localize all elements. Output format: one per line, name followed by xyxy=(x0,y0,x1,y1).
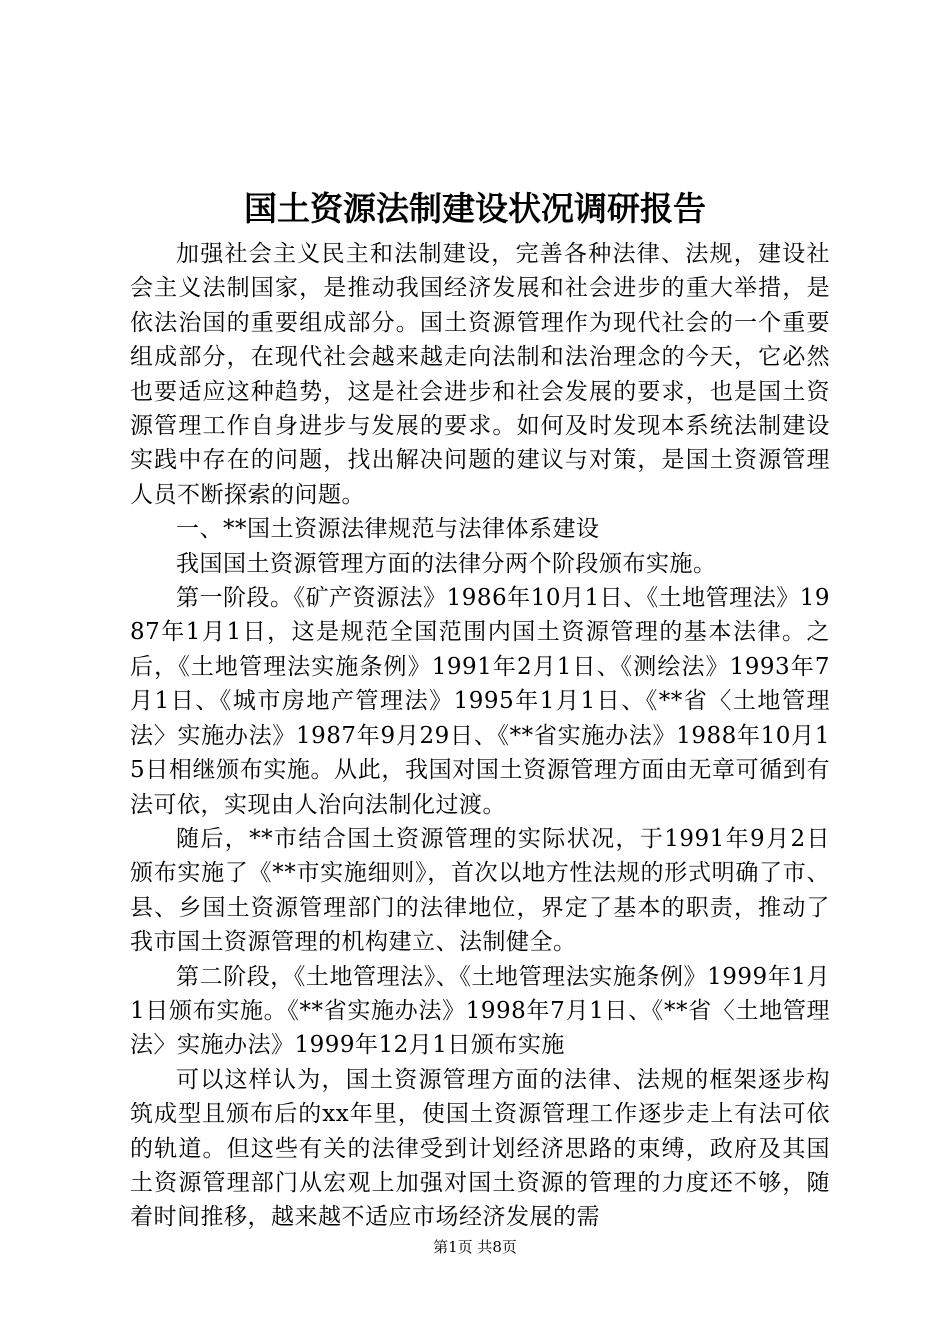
page-footer: 第1页 共8页 xyxy=(433,1238,517,1256)
first-stage-paragraph: 第一阶段。《矿产资源法》1986年10月1日、《土地管理法》1987年1月1日，这是规范全国范围内国土资源管理的基本法律。之后，《土地管理法实施条例》1991年2月1日、《测绘法》1993年7月1日、《城市房地产管理法》1995年1月1日、《**省〈土地管理法〉实施办法》1987年9月29日、《**省实施办法》1988年10月15日相继颁布实施。从此，我国对国土资源管理方面由无章可循到有法可依，实现由人治向法制化过渡。 xyxy=(130,585,830,818)
document-body xyxy=(130,237,830,1235)
local-regulation-paragraph: 随后，**市结合国土资源管理的实际状况，于1991年9月2日颁布实施了《**市实施细则》，首次以地方性法规的形式明确了市、县、乡国土资源管理部门的法律地位，界定了基本的职责，推动了我市国土资源管理的机构建立、法制健全。 xyxy=(130,825,830,956)
assessment-paragraph: 可以这样认为，国土资源管理方面的法律、法规的框架逐步构筑成型且颁布后的xx年里，使国土资源管理工作逐步走上有法可依的轨道。但这些有关的法律受到计划经济思路的束缚，政府及其国土资源管理部门从宏观上加强对国土资源的管理的力度还不够，随着时间推移，越来越不适应市场经济发展的需 xyxy=(130,1066,830,1231)
section-heading: 一、**国土资源法律规范与法律体系建设 xyxy=(176,516,600,543)
second-stage-paragraph: 第二阶段，《土地管理法》、《土地管理法实施条例》1999年1月1日颁布实施。《**省实施办法》1998年7月1日、《**省〈土地管理法〉实施办法》1999年12月1日颁布实施 xyxy=(130,963,830,1059)
intro-paragraph: 加强社会主义民主和法制建设，完善各种法律、法规，建设社会主义法制国家，是推动我国经济发展和社会进步的重大举措，是依法治国的重要组成部分。国土资源管理作为现代社会的一个重要组成部分，在现代社会越来越走向法制和法治理念的今天，它必然也要适应这种趋势，这是社会进步和社会发展的要求，也是国土资源管理工作自身进步与发展的要求。如何及时发现本系统法制建设实践中存在的问题，找出解决问题的建议与对策，是国土资源管理人员不断探索的问题。 xyxy=(130,241,830,508)
document-title: 国土资源法制建设状况调研报告 xyxy=(244,189,706,228)
stage-overview-paragraph: 我国国土资源管理方面的法律分两个阶段颁布实施。 xyxy=(176,550,717,577)
